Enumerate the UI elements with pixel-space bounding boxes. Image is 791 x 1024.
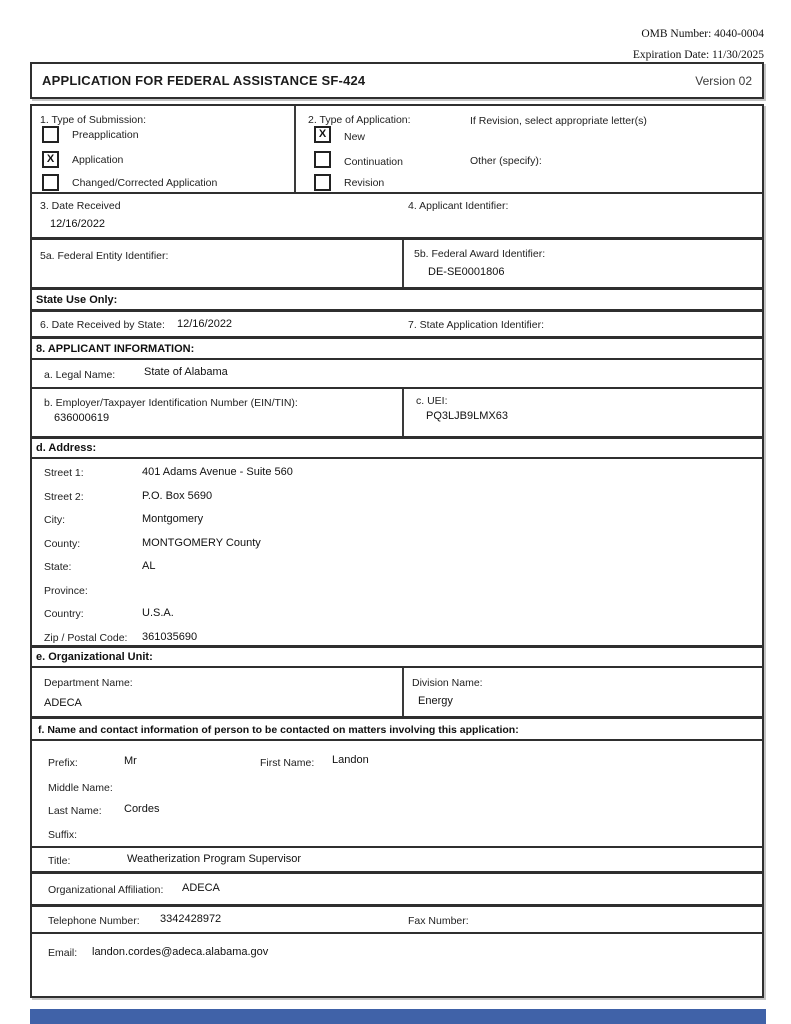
address-row-province xyxy=(32,579,762,603)
omb-header xyxy=(633,24,764,67)
fax-label: Fax Number: xyxy=(408,915,469,927)
prefix-label: Prefix: xyxy=(48,757,78,769)
legal-name-label: a. Legal Name: xyxy=(44,369,116,381)
org-unit-header: e. Organizational Unit: xyxy=(36,651,153,663)
column-divider xyxy=(402,668,404,716)
telephone-label: Telephone Number: xyxy=(48,915,140,927)
street2-value[interactable]: P.O. Box 5690 xyxy=(142,489,213,502)
row-legal-name xyxy=(32,358,762,387)
checkbox-mark: X xyxy=(318,128,327,140)
next-section-header-bar xyxy=(30,1009,766,1024)
address-row-street2 xyxy=(32,485,762,509)
checkbox-new[interactable] xyxy=(314,126,331,143)
zip-label: Zip / Postal Code: xyxy=(44,631,128,644)
title-value[interactable]: Weatherization Program Supervisor xyxy=(127,853,302,865)
form-body xyxy=(30,104,764,998)
checkbox-preapplication[interactable] xyxy=(42,126,59,143)
email-label: Email: xyxy=(48,947,78,959)
state-application-identifier-label: 7. State Application Identifier: xyxy=(408,319,545,331)
row-title xyxy=(32,846,762,871)
new-label: New xyxy=(344,131,366,143)
row-address-header xyxy=(32,436,762,457)
applicant-identifier-label: 4. Applicant Identifier: xyxy=(408,200,509,212)
row-federal-identifiers xyxy=(32,237,762,287)
state-value[interactable]: AL xyxy=(142,560,156,572)
city-value[interactable]: Montgomery xyxy=(142,513,204,525)
row-state-received xyxy=(32,309,762,336)
row-date-received xyxy=(32,192,762,237)
row-phone-fax xyxy=(32,904,762,932)
first-name-value[interactable]: Landon xyxy=(332,754,369,766)
preapplication-label: Preapplication xyxy=(72,129,139,141)
street2-label: Street 2: xyxy=(44,490,84,503)
row-submission-application xyxy=(32,106,762,192)
row-org-affiliation xyxy=(32,871,762,904)
uei-label: c. UEI: xyxy=(416,395,448,407)
revision-label: Revision xyxy=(344,177,385,189)
federal-award-identifier-label: 5b. Federal Award Identifier: xyxy=(414,248,546,260)
county-value[interactable]: MONTGOMERY County xyxy=(142,536,261,549)
state-use-only-header: State Use Only: xyxy=(36,294,118,306)
continuation-label: Continuation xyxy=(344,156,403,168)
column-divider xyxy=(402,389,404,436)
suffix-label: Suffix: xyxy=(48,829,77,841)
province-label: Province: xyxy=(44,584,88,597)
column-divider xyxy=(402,240,404,287)
address-row-city xyxy=(32,508,762,532)
department-name-label: Department Name: xyxy=(44,677,133,689)
type-of-submission-label: 1. Type of Submission: xyxy=(40,114,147,126)
row-applicant-information-header xyxy=(32,336,762,358)
checkbox-revision[interactable] xyxy=(314,174,331,191)
date-received-value[interactable]: 12/16/2022 xyxy=(50,218,106,230)
address-row-county xyxy=(32,532,762,556)
date-received-by-state-value[interactable]: 12/16/2022 xyxy=(177,318,233,330)
ein-value[interactable]: 636000619 xyxy=(54,412,110,424)
country-value[interactable]: U.S.A. xyxy=(142,607,174,619)
checkbox-continuation[interactable] xyxy=(314,151,331,168)
row-department-division xyxy=(32,666,762,716)
prefix-value[interactable]: Mr xyxy=(124,755,137,767)
title-label: Title: xyxy=(48,855,71,867)
street1-value[interactable]: 401 Adams Avenue - Suite 560 xyxy=(142,466,293,478)
ein-label: b. Employer/Taxpayer Identification Number (EIN/TIN): xyxy=(44,397,298,409)
org-affiliation-value[interactable]: ADECA xyxy=(182,882,220,894)
changed-corrected-label: Changed/Corrected Application xyxy=(72,177,218,189)
form-version: Version 02 xyxy=(695,73,752,88)
org-affiliation-label: Organizational Affiliation: xyxy=(48,884,164,896)
row-contact-header xyxy=(32,716,762,739)
row-org-unit-header xyxy=(32,645,762,666)
division-name-label: Division Name: xyxy=(412,677,483,689)
last-name-value[interactable]: Cordes xyxy=(124,803,160,815)
uei-value[interactable]: PQ3LJB9LMX63 xyxy=(426,410,508,422)
expiration-date: Expiration Date: 11/30/2025 xyxy=(632,49,764,62)
federal-award-identifier-value[interactable]: DE-SE0001806 xyxy=(428,266,505,278)
date-received-by-state-label: 6. Date Received by State: xyxy=(40,319,165,331)
zip-value[interactable]: 361035690 xyxy=(142,630,198,643)
middle-name-label: Middle Name: xyxy=(48,782,113,794)
contact-header: f. Name and contact information of person to be contacted on matters involving this application: xyxy=(38,724,519,736)
city-label: City: xyxy=(44,514,65,526)
other-specify-label: Other (specify): xyxy=(470,155,542,167)
department-name-value[interactable]: ADECA xyxy=(44,697,82,709)
telephone-value[interactable]: 3342428972 xyxy=(160,913,222,925)
form-title-bar xyxy=(30,62,764,99)
revision-note-label: If Revision, select appropriate letter(s) xyxy=(470,115,647,127)
application-label: Application xyxy=(72,154,124,166)
date-received-label: 3. Date Received xyxy=(40,200,121,212)
federal-entity-identifier-label: 5a. Federal Entity Identifier: xyxy=(40,250,169,262)
checkbox-changed-corrected[interactable] xyxy=(42,174,59,191)
type-of-application-label: 2. Type of Application: xyxy=(308,114,411,126)
division-name-value[interactable]: Energy xyxy=(418,695,453,707)
checkbox-mark: X xyxy=(46,153,55,165)
first-name-label: First Name: xyxy=(260,757,315,769)
country-label: Country: xyxy=(44,608,84,620)
contact-names-block xyxy=(32,739,762,846)
address-block xyxy=(32,457,762,645)
applicant-information-header: 8. APPLICANT INFORMATION: xyxy=(36,343,195,355)
row-email xyxy=(32,932,762,996)
address-row-street1 xyxy=(32,461,762,485)
address-header: d. Address: xyxy=(36,442,97,454)
legal-name-value[interactable]: State of Alabama xyxy=(144,366,228,378)
row-ein-uei xyxy=(32,387,762,436)
state-label: State: xyxy=(44,561,72,573)
address-row-state xyxy=(32,555,762,579)
address-row-country xyxy=(32,602,762,626)
county-label: County: xyxy=(44,537,81,550)
column-divider xyxy=(294,106,296,192)
street1-label: Street 1: xyxy=(44,467,84,479)
checkbox-application[interactable] xyxy=(42,151,59,168)
form-title: APPLICATION FOR FEDERAL ASSISTANCE SF-424 xyxy=(42,73,366,88)
row-state-use-only xyxy=(32,287,762,309)
last-name-label: Last Name: xyxy=(48,805,102,817)
omb-number: OMB Number: 4040-0004 xyxy=(641,28,764,40)
email-value[interactable]: landon.cordes@adeca.alabama.gov xyxy=(92,946,269,958)
